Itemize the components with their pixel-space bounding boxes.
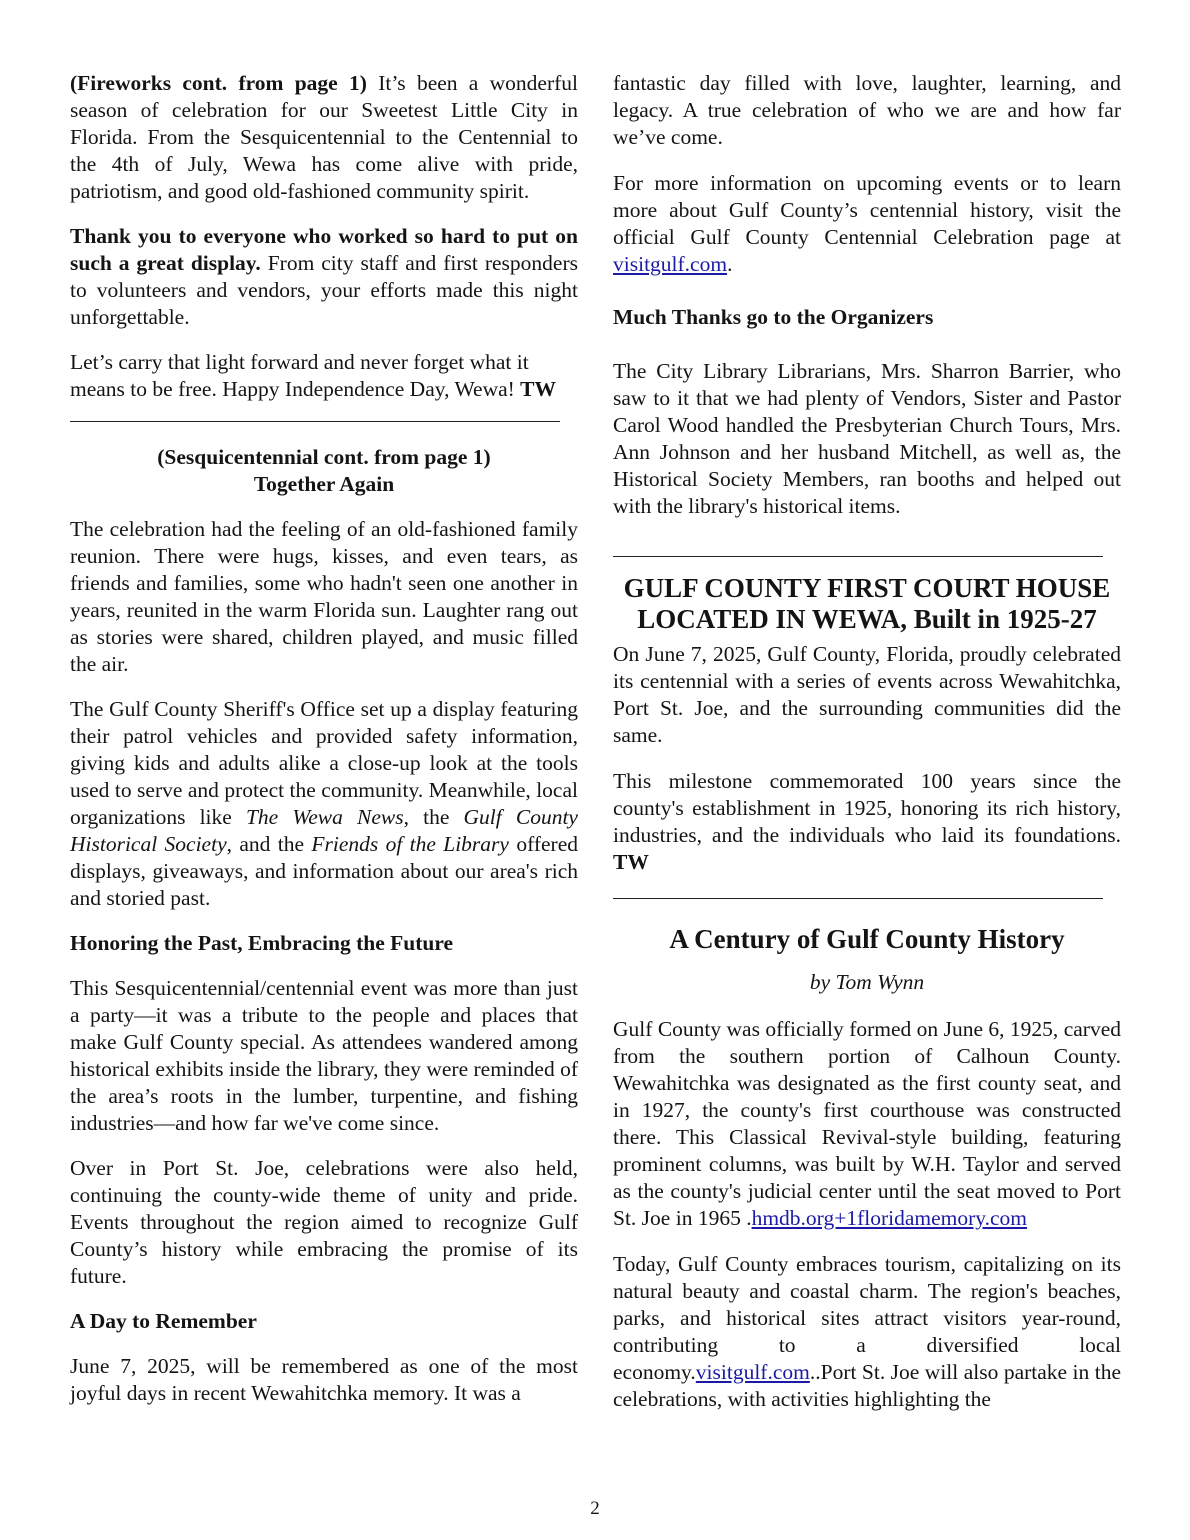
sesqui-text-2b: , the: [403, 805, 464, 829]
left-column: [70, 70, 578, 1425]
century-headline: A Century of Gulf County History: [669, 924, 1065, 954]
fireworks-paragraph-3: [70, 349, 578, 403]
court-headline-line-1: GULF COUNTY FIRST COURT HOUSE: [623, 573, 1111, 603]
century-paragraph-1: [613, 1016, 1121, 1232]
sesqui-heading: [70, 444, 578, 498]
fireworks-lead: (Fireworks cont. from page 1): [70, 71, 367, 95]
century-paragraph-2: [613, 1251, 1121, 1413]
sesqui-paragraph-2: [70, 696, 578, 912]
historical-society-title: Gulf County Historical Society: [70, 805, 578, 856]
sesqui-heading-line-2: Together Again: [253, 472, 395, 496]
page-number: 2: [590, 1498, 600, 1519]
court-paragraph-2: [613, 768, 1121, 876]
sesqui-paragraph-1: The celebration had the feeling of an old-fashioned family reunion. There were hugs, kisses, and even tears, as friends and families, some who hadn't seen one another in years, reunited in the warm Florida sun. Laughter rang out as stories were shared, children played, and music filled the air.: [70, 517, 578, 676]
sesqui-heading-line-1: (Sesquicentennial cont. from page 1): [157, 445, 491, 469]
continued-paragraph: fantastic day filled with love, laughter, learning, and legacy. A true celebration of who we are and how far we’ve come.: [613, 71, 1121, 149]
thanks-paragraph: The City Library Librarians, Mrs. Sharron Barrier, who saw to it that we had plenty of Vendors, Sister and Pastor Carol Wood handled the Presbyterian Church Tours, Mrs. Ann Johnson and her husband Mitchell, as well as, the Historical Society Members, ran booths and helped out with the library's historical items.: [613, 359, 1121, 518]
fireworks-text-3: Let’s carry that light forward and never forget what it means to be free. Happy Independence Day, Wewa!: [70, 350, 529, 401]
section-divider-left: [70, 421, 560, 422]
wewa-news-title: The Wewa News: [245, 805, 404, 829]
right-column: [613, 70, 1121, 1432]
visitgulf-link[interactable]: visitgulf.com: [613, 252, 728, 276]
subheading-thanks: Much Thanks go to the Organizers: [613, 305, 934, 329]
fireworks-paragraph-2: [70, 223, 578, 331]
sesqui-paragraph-3: This Sesquicentennial/centennial event was more than just a party—it was a tribute to the people and places that make Gulf County special. As attendees wandered among historical exhibits inside the library, they were reminded of the area’s roots in the lumber, turpentine, and fishing industries—and how far we've come since.: [70, 976, 578, 1135]
visitgulf-link-2[interactable]: visitgulf.com: [695, 1360, 810, 1384]
court-house-headline: [613, 573, 1121, 635]
fireworks-paragraph-1: [70, 70, 578, 205]
court-headline-line-2: LOCATED IN WEWA, Built in 1925-27: [637, 604, 1097, 634]
court-text-2: This milestone commemorated 100 years since the county's establishment in 1925, honoring its rich history, industries, and the individuals who laid its foundations.: [613, 769, 1121, 847]
friends-of-library-title: Friends of the Library: [311, 832, 509, 856]
fireworks-text-2: From city staff and first responders to volunteers and vendors, your efforts made this night unforgettable.: [70, 251, 578, 329]
more-info-end: .: [727, 252, 733, 276]
fireworks-text-1: It’s been a wonderful season of celebration for our Sweetest Little City in Florida. From the Sesquicentennial to the Centennial to the 4th of July, Wewa has come alive with pride, patriotism, and good old-fashioned community spirit.: [70, 71, 578, 203]
more-info-text: For more information on upcoming events or to learn more about Gulf County’s centennial history, visit the official Gulf County Centennial Celebration page at: [613, 171, 1121, 249]
sesqui-text-2c: , and the: [226, 832, 312, 856]
century-text-1: Gulf County was officially formed on June 6, 1925, carved from the southern portion of Calhoun County. Wewahitchka was designated as the first county seat, and in 1927, the county's first courthouse was constructed there. This Classical Revival-style building, featuring prominent columns, was built by W.H. Taylor and served as the county's judicial center until the seat moved to Port St. Joe in 1965 .: [613, 1017, 1121, 1230]
hmdb-link[interactable]: hmdb.org+1floridamemory.com: [751, 1206, 1028, 1230]
sesqui-paragraph-5: June 7, 2025, will be remembered as one of the most joyful days in recent Wewahitchka memory. It was a: [70, 1354, 578, 1405]
court-paragraph-1: On June 7, 2025, Gulf County, Florida, proudly celebrated its centennial with a series of events across Wewahitchka, Port St. Joe, and the surrounding communities did the same.: [613, 642, 1121, 747]
more-info-paragraph: [613, 170, 1121, 278]
subheading-day-to-remember: A Day to Remember: [70, 1309, 257, 1333]
subheading-honoring-past: Honoring the Past, Embracing the Future: [70, 931, 454, 955]
sesqui-text-2d: offered displays, giveaways, and information about our area's rich and storied past.: [70, 832, 578, 910]
section-divider-right-2: [613, 898, 1103, 899]
sesqui-text-2a: The Gulf County Sheriff's Office set up a display featuring their patrol vehicles and provided safety information, giving kids and adults alike a close-up look at the tools used to serve and protect the community. Meanwhile, local organizations like: [70, 697, 578, 829]
fireworks-thanks-bold: Thank you to everyone who worked so hard to put on such a great display.: [70, 224, 578, 275]
century-text-2a: Today, Gulf County embraces tourism, capitalizing on its natural beauty and coastal charm. The region's beaches, parks, and historical sites attract visitors year-round, contributing to a diversified local economy.: [613, 1252, 1121, 1384]
section-divider-right-1: [613, 556, 1103, 557]
fireworks-signature: TW: [520, 377, 557, 401]
sesqui-paragraph-4: Over in Port St. Joe, celebrations were also held, continuing the county-wide theme of unity and pride. Events throughout the region aimed to recognize Gulf County’s history while embracing the promise of its future.: [70, 1156, 578, 1288]
court-signature: TW: [613, 850, 649, 874]
century-byline: by Tom Wynn: [809, 970, 925, 994]
century-text-2b: ..Port St. Joe will also partake in the celebrations, with activities highlighting the: [613, 1360, 1121, 1411]
